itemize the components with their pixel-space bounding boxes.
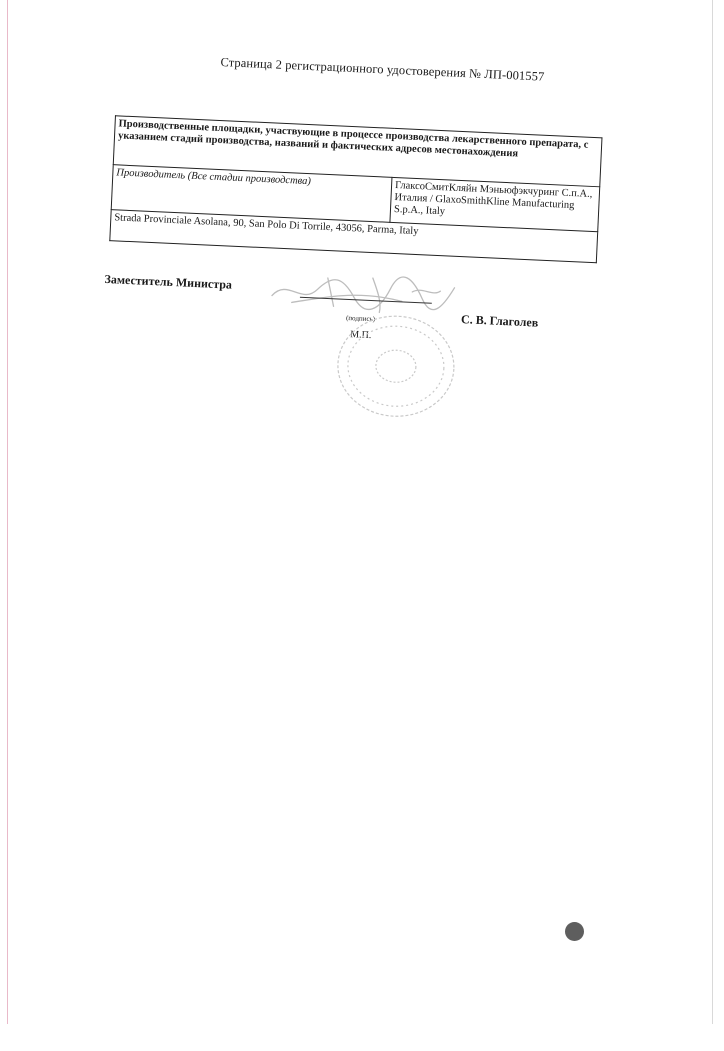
seal-label: М.П. [350, 329, 372, 342]
section-heading: Производственные площадки, участвующие в процессе производства лекарственного препарата, с указанием стадий производства, названий и фактических адресов местонахождения [113, 116, 602, 187]
manufacturer-label: Производитель (Все стадии производства) [111, 165, 392, 223]
page-title: Страница 2 регистрационного удостоверения № ЛП-001557 [220, 54, 545, 84]
signer-name: С. В. Глаголев [460, 312, 539, 330]
position-title: Заместитель Министра [104, 271, 233, 292]
manufacturer-name: ГлаксоСмитКляйн Мэньюфэкчуринг С.п.А., Италия / GlaxoSmithKline Manufacturing S.p.A., Italy [390, 177, 600, 231]
manufacturer-address: Strada Provinciale Asolana, 90, San Polo Di Torrile, 43056, Parma, Italy [110, 210, 598, 263]
manufacturing-sites-table [109, 115, 602, 263]
signature-caption: (подпись) [345, 313, 376, 324]
official-stamp [331, 308, 461, 424]
hole-punch-mark [565, 922, 584, 941]
